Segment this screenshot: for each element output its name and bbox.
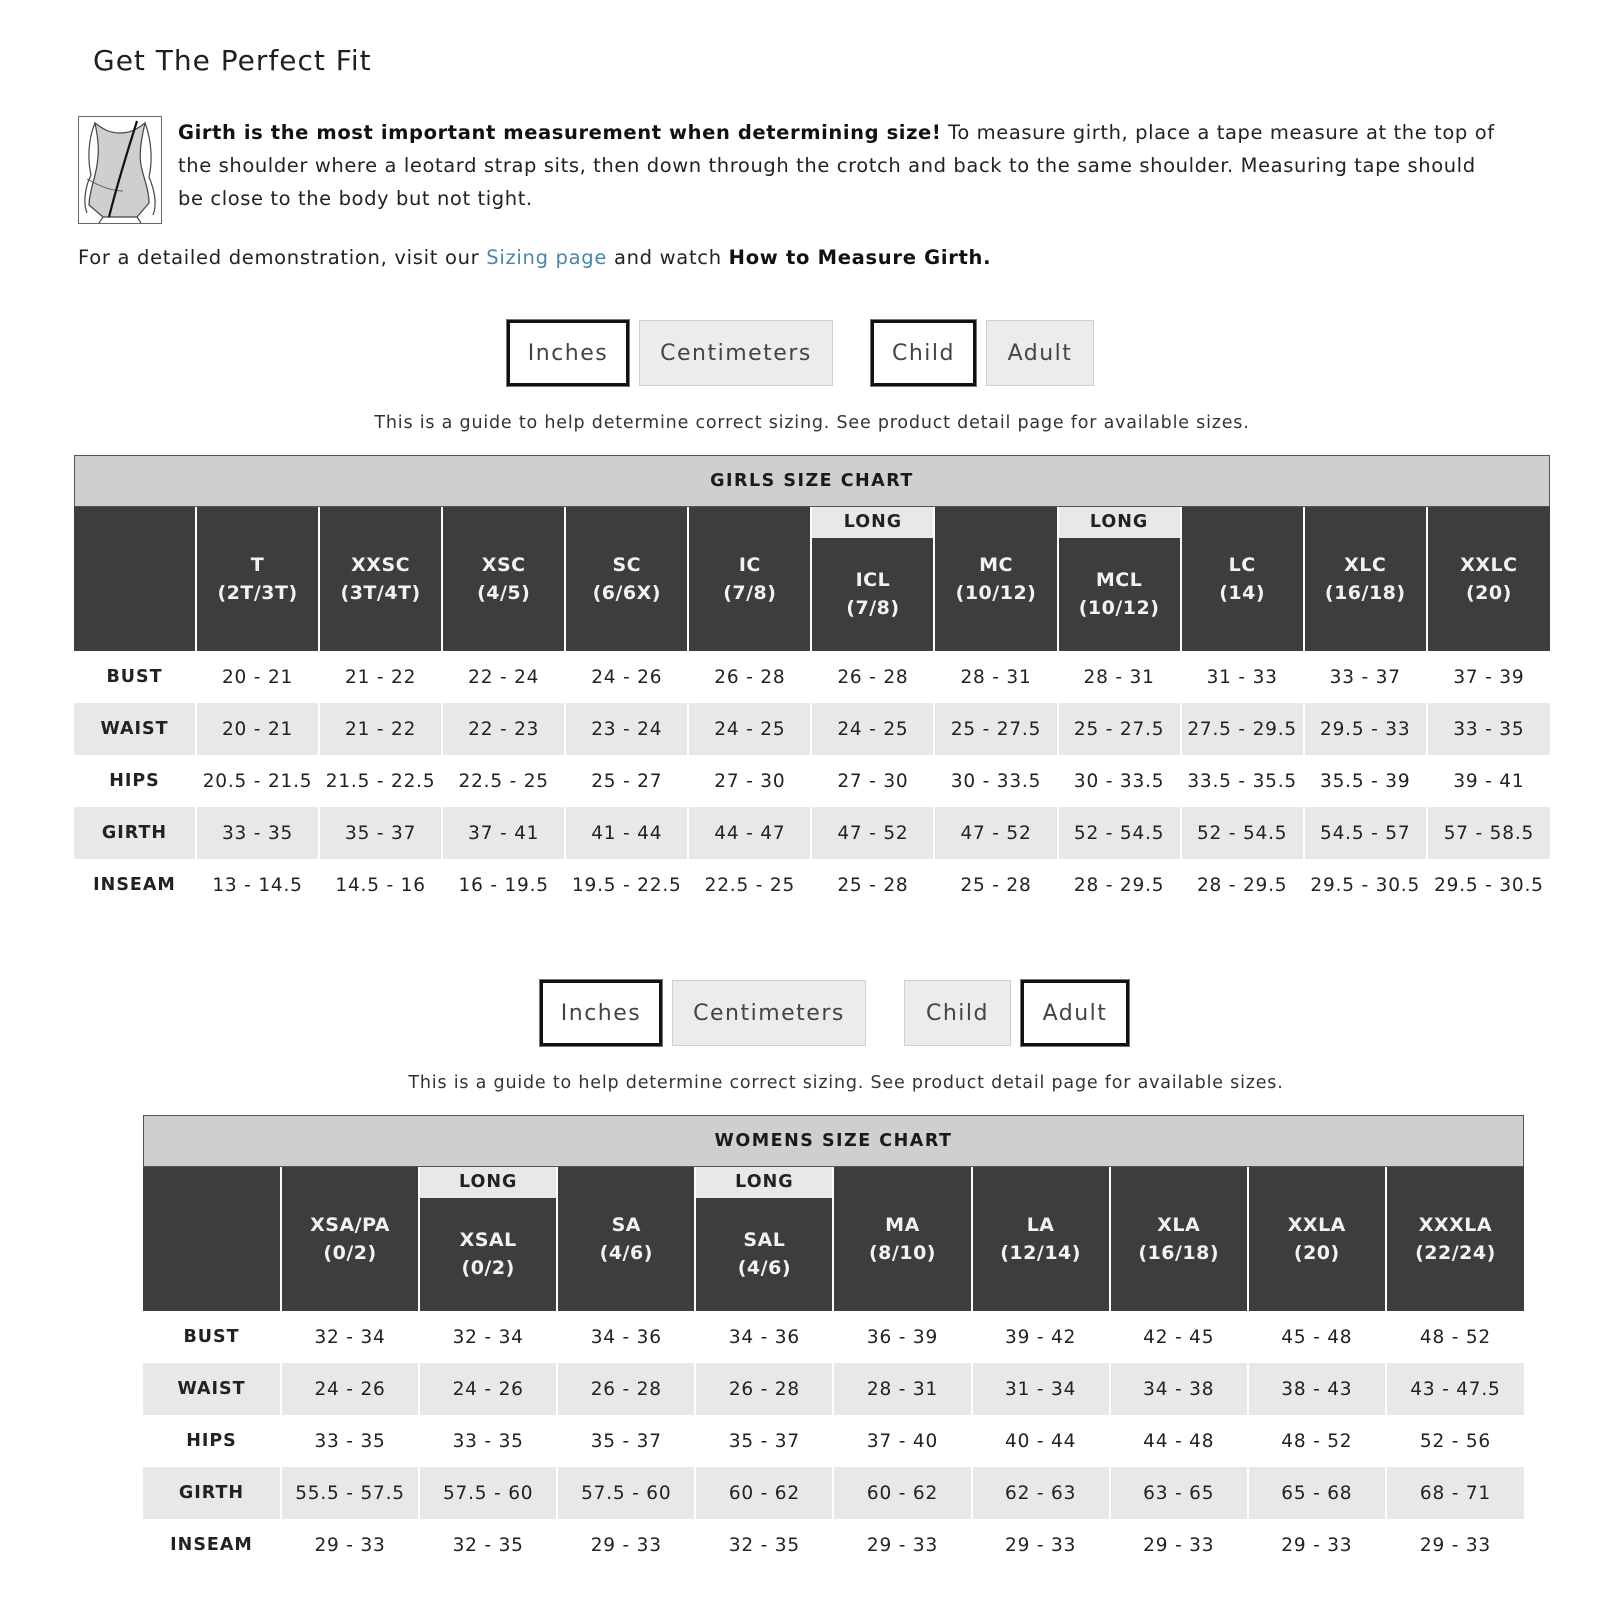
girls-size-code: SC: [612, 554, 642, 576]
womens-measurement-cell: 34 - 38: [1110, 1363, 1248, 1415]
girls-measurement-row: [74, 755, 1550, 807]
girls-size-range: (20): [1465, 582, 1512, 604]
girls-size-code: XLC: [1344, 554, 1387, 576]
womens-measurement-cell: 39 - 42: [972, 1311, 1110, 1363]
womens-measurement-cell: 29 - 33: [833, 1519, 971, 1571]
girls-measurement-cell: 47 - 52: [811, 807, 934, 859]
womens-measurement-cell: 32 - 34: [419, 1311, 557, 1363]
girls-row-label: INSEAM: [93, 875, 176, 895]
womens-size-table: [143, 1167, 1524, 1571]
womens-measurement-cell: 48 - 52: [1386, 1311, 1524, 1363]
womens-size-header: [1110, 1167, 1248, 1311]
womens-measurement-cell: 32 - 35: [695, 1519, 833, 1571]
girls-measurement-cell: 22 - 23: [442, 703, 565, 755]
girls-size-header: [811, 507, 934, 651]
girls-size-header: [1304, 507, 1427, 651]
womens-size-header: [833, 1167, 971, 1311]
womens-row-label: INSEAM: [170, 1535, 253, 1555]
girls-size-chart: [74, 455, 1550, 911]
girls-measurement-cell: 22 - 24: [442, 651, 565, 703]
girls-measurement-cell: 24 - 26: [565, 651, 688, 703]
womens-measurement-cell: 62 - 63: [972, 1467, 1110, 1519]
girls-measurement-cell: 28 - 31: [934, 651, 1057, 703]
girls-measurement-cell: 37 - 41: [442, 807, 565, 859]
girls-size-range: (10/12): [955, 582, 1037, 604]
girls-row-label: BUST: [106, 667, 163, 687]
womens-size-header: [557, 1167, 695, 1311]
girls-chart-title: GIRLS SIZE CHART: [74, 455, 1550, 507]
girls-long-label: LONG: [812, 507, 933, 538]
womens-size-header: [1386, 1167, 1524, 1311]
girls-size-range: (3T/4T): [340, 582, 421, 604]
girls-measurement-cell: 57 - 58.5: [1427, 807, 1550, 859]
womens-measurement-row: [143, 1467, 1524, 1519]
womens-measurement-row: [143, 1519, 1524, 1571]
womens-measurement-cell: 57.5 - 60: [419, 1467, 557, 1519]
girls-measurement-cell: 25 - 27.5: [934, 703, 1057, 755]
girls-measurement-cell: 23 - 24: [565, 703, 688, 755]
girls-measurement-cell: 29.5 - 33: [1304, 703, 1427, 755]
girls-measurement-cell: 26 - 28: [811, 651, 934, 703]
how-to-measure-girth: How to Measure Girth.: [728, 246, 992, 269]
womens-measurement-cell: 33 - 35: [419, 1415, 557, 1467]
womens-chart-title: WOMENS SIZE CHART: [143, 1115, 1524, 1167]
girls-measurement-row: [74, 651, 1550, 703]
womens-measurement-row: [143, 1363, 1524, 1415]
womens-row-label: GIRTH: [143, 1467, 281, 1519]
girls-size-header: [688, 507, 811, 651]
girls-measurement-cell: 22.5 - 25: [688, 859, 811, 911]
girls-size-range: (4/5): [477, 582, 531, 604]
girth-instructions: [178, 116, 1508, 215]
girls-centimeters-button[interactable]: Centimeters: [639, 320, 833, 386]
girls-size-header: [565, 507, 688, 651]
girls-measurement-cell: 24 - 25: [688, 703, 811, 755]
womens-size-range: (0/2): [461, 1257, 515, 1279]
womens-measurement-cell: 29 - 33: [557, 1519, 695, 1571]
girls-row-label: WAIST: [74, 703, 196, 755]
womens-size-code: MA: [885, 1214, 920, 1236]
girls-size-table: [74, 507, 1550, 911]
womens-size-range: (4/6): [737, 1257, 791, 1279]
girls-measurement-cell: 33 - 37: [1304, 651, 1427, 703]
womens-measurement-cell: 26 - 28: [695, 1363, 833, 1415]
womens-measurement-cell: 29 - 33: [281, 1519, 419, 1571]
womens-measurement-cell: 34 - 36: [557, 1311, 695, 1363]
girls-measurement-cell: 22.5 - 25: [442, 755, 565, 807]
womens-measurement-cell: 40 - 44: [972, 1415, 1110, 1467]
demo-line: [78, 246, 991, 269]
girls-size-code: MC: [979, 554, 1013, 576]
womens-size-header: [419, 1167, 557, 1311]
girls-measurement-cell: 25 - 28: [811, 859, 934, 911]
girth-description: To measure girth, place a tape measure at the top of the shoulder where a leotard strap sits, then down through the crotch and back to the same shoulder. Measuring tape should be close to the body but not tight.: [178, 121, 1495, 210]
girls-measurement-cell: 54.5 - 57: [1304, 807, 1427, 859]
girls-measurement-cell: 27 - 30: [811, 755, 934, 807]
girls-measurement-cell: 13 - 14.5: [196, 859, 319, 911]
womens-size-code: SAL: [743, 1229, 786, 1251]
girls-measurement-cell: 19.5 - 22.5: [565, 859, 688, 911]
womens-measurement-cell: 63 - 65: [1110, 1467, 1248, 1519]
womens-long-label: LONG: [420, 1167, 556, 1198]
girls-size-range: (6/6X): [592, 582, 661, 604]
girls-measurement-cell: 52 - 54.5: [1181, 807, 1304, 859]
leotard-figure-icon: [78, 116, 162, 224]
womens-measurement-cell: 31 - 34: [972, 1363, 1110, 1415]
girls-size-range: (14): [1219, 582, 1266, 604]
girls-measurement-cell: 33 - 35: [196, 807, 319, 859]
womens-size-header: [695, 1167, 833, 1311]
womens-measurement-cell: 29 - 33: [1386, 1519, 1524, 1571]
girls-measurement-cell: 44 - 47: [688, 807, 811, 859]
girls-measurement-cell: 25 - 27: [565, 755, 688, 807]
girls-measurement-cell: 39 - 41: [1427, 755, 1550, 807]
sizing-page-link[interactable]: Sizing page: [486, 246, 608, 269]
womens-measurement-row: [143, 1311, 1524, 1363]
girls-size-header: [196, 507, 319, 651]
womens-size-header: [1248, 1167, 1386, 1311]
demo-prefix: For a detailed demonstration, visit our: [78, 246, 487, 269]
girls-measurement-cell: 21 - 22: [319, 703, 442, 755]
womens-size-range: (20): [1293, 1242, 1340, 1264]
girls-measurement-cell: 20 - 21: [196, 703, 319, 755]
girls-size-header: [934, 507, 1057, 651]
womens-measurement-cell: 43 - 47.5: [1386, 1363, 1524, 1415]
womens-measurement-cell: 44 - 48: [1110, 1415, 1248, 1467]
girls-measurement-cell: 26 - 28: [688, 651, 811, 703]
girls-size-header: [1058, 507, 1181, 651]
girls-size-code: T: [250, 554, 265, 576]
womens-size-header: [281, 1167, 419, 1311]
girls-measurement-cell: 21.5 - 22.5: [319, 755, 442, 807]
girls-size-code: ICL: [855, 569, 891, 591]
womens-measurement-cell: 37 - 40: [833, 1415, 971, 1467]
womens-measurement-cell: 55.5 - 57.5: [281, 1467, 419, 1519]
womens-measurement-cell: 60 - 62: [695, 1467, 833, 1519]
girls-adult-button[interactable]: Adult: [986, 320, 1094, 386]
girls-measurement-cell: 27 - 30: [688, 755, 811, 807]
girls-measurement-cell: 30 - 33.5: [1058, 755, 1181, 807]
womens-corner-cell: [143, 1167, 281, 1311]
page-title: Get The Perfect Fit: [93, 44, 372, 77]
womens-child-button[interactable]: Child: [904, 980, 1011, 1046]
womens-measurement-cell: 60 - 62: [833, 1467, 971, 1519]
womens-size-range: (16/18): [1138, 1242, 1220, 1264]
girls-measurement-cell: 28 - 29.5: [1058, 859, 1181, 911]
womens-measurement-cell: 65 - 68: [1248, 1467, 1386, 1519]
girls-size-header: [1181, 507, 1304, 651]
girls-guide-text: This is a guide to help determine correct sizing. See product detail page for available sizes.: [374, 413, 1250, 433]
womens-measurement-cell: 26 - 28: [557, 1363, 695, 1415]
womens-measurement-cell: 48 - 52: [1248, 1415, 1386, 1467]
womens-measurement-cell: 32 - 34: [281, 1311, 419, 1363]
womens-measurement-cell: 68 - 71: [1386, 1467, 1524, 1519]
girls-measurement-cell: 27.5 - 29.5: [1181, 703, 1304, 755]
girls-size-code: XXSC: [351, 554, 411, 576]
womens-size-range: (22/24): [1415, 1242, 1496, 1264]
girls-size-code: XSC: [481, 554, 526, 576]
womens-long-label: LONG: [696, 1167, 832, 1198]
girls-measurement-cell: 47 - 52: [934, 807, 1057, 859]
girls-row-label: GIRTH: [74, 807, 196, 859]
womens-adult-button[interactable]: Adult: [1021, 980, 1129, 1046]
womens-measurement-cell: 35 - 37: [695, 1415, 833, 1467]
girls-measurement-cell: 21 - 22: [319, 651, 442, 703]
girth-emphasis: Girth is the most important measurement when determining size!: [178, 121, 942, 144]
womens-measurement-cell: 45 - 48: [1248, 1311, 1386, 1363]
womens-size-code: XXXLA: [1418, 1214, 1493, 1236]
girls-measurement-cell: 29.5 - 30.5: [1304, 859, 1427, 911]
womens-size-header: [972, 1167, 1110, 1311]
girls-size-header: [442, 507, 565, 651]
womens-guide-text: This is a guide to help determine correct sizing. See product detail page for available sizes.: [408, 1073, 1284, 1093]
womens-measurement-row: [143, 1415, 1524, 1467]
girls-unit-toggle: [507, 320, 1104, 386]
womens-size-code: SA: [611, 1214, 641, 1236]
womens-size-code: LA: [1026, 1214, 1055, 1236]
girls-measurement-cell: 35.5 - 39: [1304, 755, 1427, 807]
girls-row-label: HIPS: [109, 771, 160, 791]
girls-measurement-cell: 31 - 33: [1181, 651, 1304, 703]
womens-unit-toggle: [540, 980, 1139, 1046]
womens-measurement-cell: 36 - 39: [833, 1311, 971, 1363]
womens-measurement-cell: 28 - 31: [833, 1363, 971, 1415]
girls-measurement-cell: 25 - 28: [934, 859, 1057, 911]
womens-size-range: (12/14): [1000, 1242, 1081, 1264]
womens-size-range: (8/10): [869, 1242, 936, 1264]
girls-corner-cell: [74, 507, 196, 651]
womens-row-label: HIPS: [186, 1431, 237, 1451]
girls-size-range: (7/8): [846, 597, 900, 619]
demo-middle: and watch: [607, 246, 729, 269]
girls-size-code: MCL: [1095, 569, 1143, 591]
girls-measurement-cell: 33.5 - 35.5: [1181, 755, 1304, 807]
womens-size-code: XSA/PA: [310, 1214, 390, 1236]
girls-measurement-cell: 29.5 - 30.5: [1427, 859, 1550, 911]
womens-row-label: WAIST: [143, 1363, 281, 1415]
girls-measurement-cell: 24 - 25: [811, 703, 934, 755]
womens-size-code: XXLA: [1287, 1214, 1346, 1236]
girls-size-header: [1427, 507, 1550, 651]
girls-size-range: (10/12): [1078, 597, 1160, 619]
girls-size-code: IC: [738, 554, 761, 576]
girls-measurement-cell: 28 - 29.5: [1181, 859, 1304, 911]
girls-measurement-cell: 20.5 - 21.5: [196, 755, 319, 807]
womens-measurement-cell: 32 - 35: [419, 1519, 557, 1571]
girls-size-header: [319, 507, 442, 651]
womens-measurement-cell: 24 - 26: [281, 1363, 419, 1415]
womens-measurement-cell: 35 - 37: [557, 1415, 695, 1467]
womens-size-code: XLA: [1157, 1214, 1201, 1236]
womens-row-label: BUST: [183, 1327, 240, 1347]
girls-measurement-row: [74, 859, 1550, 911]
womens-size-code: XSAL: [459, 1229, 517, 1251]
girls-measurement-cell: 41 - 44: [565, 807, 688, 859]
womens-centimeters-button[interactable]: Centimeters: [672, 980, 866, 1046]
girls-measurement-row: [74, 807, 1550, 859]
womens-size-chart: [143, 1115, 1524, 1571]
girls-size-range: (7/8): [723, 582, 777, 604]
girls-child-button[interactable]: Child: [871, 320, 976, 386]
womens-measurement-cell: 52 - 56: [1386, 1415, 1524, 1467]
womens-measurement-cell: 29 - 33: [1248, 1519, 1386, 1571]
girls-measurement-row: [74, 703, 1550, 755]
girls-measurement-cell: 25 - 27.5: [1058, 703, 1181, 755]
womens-measurement-cell: 34 - 36: [695, 1311, 833, 1363]
girls-inches-button[interactable]: Inches: [507, 320, 629, 386]
womens-measurement-cell: 38 - 43: [1248, 1363, 1386, 1415]
womens-measurement-cell: 29 - 33: [972, 1519, 1110, 1571]
girls-measurement-cell: 33 - 35: [1427, 703, 1550, 755]
womens-size-range: (4/6): [599, 1242, 653, 1264]
girls-measurement-cell: 30 - 33.5: [934, 755, 1057, 807]
girls-measurement-cell: 28 - 31: [1058, 651, 1181, 703]
girls-measurement-cell: 14.5 - 16: [319, 859, 442, 911]
girls-measurement-cell: 52 - 54.5: [1058, 807, 1181, 859]
girls-size-range: (2T/3T): [217, 582, 298, 604]
girls-measurement-cell: 16 - 19.5: [442, 859, 565, 911]
womens-measurement-cell: 42 - 45: [1110, 1311, 1248, 1363]
girls-size-code: XXLC: [1460, 554, 1518, 576]
girls-measurement-cell: 37 - 39: [1427, 651, 1550, 703]
girls-size-code: LC: [1228, 554, 1256, 576]
womens-measurement-cell: 24 - 26: [419, 1363, 557, 1415]
womens-measurement-cell: 29 - 33: [1110, 1519, 1248, 1571]
girls-long-label: LONG: [1059, 507, 1180, 538]
womens-inches-button[interactable]: Inches: [540, 980, 662, 1046]
girls-size-range: (16/18): [1324, 582, 1406, 604]
womens-size-range: (0/2): [323, 1242, 377, 1264]
girls-measurement-cell: 20 - 21: [196, 651, 319, 703]
womens-measurement-cell: 33 - 35: [281, 1415, 419, 1467]
girls-measurement-cell: 35 - 37: [319, 807, 442, 859]
womens-measurement-cell: 57.5 - 60: [557, 1467, 695, 1519]
